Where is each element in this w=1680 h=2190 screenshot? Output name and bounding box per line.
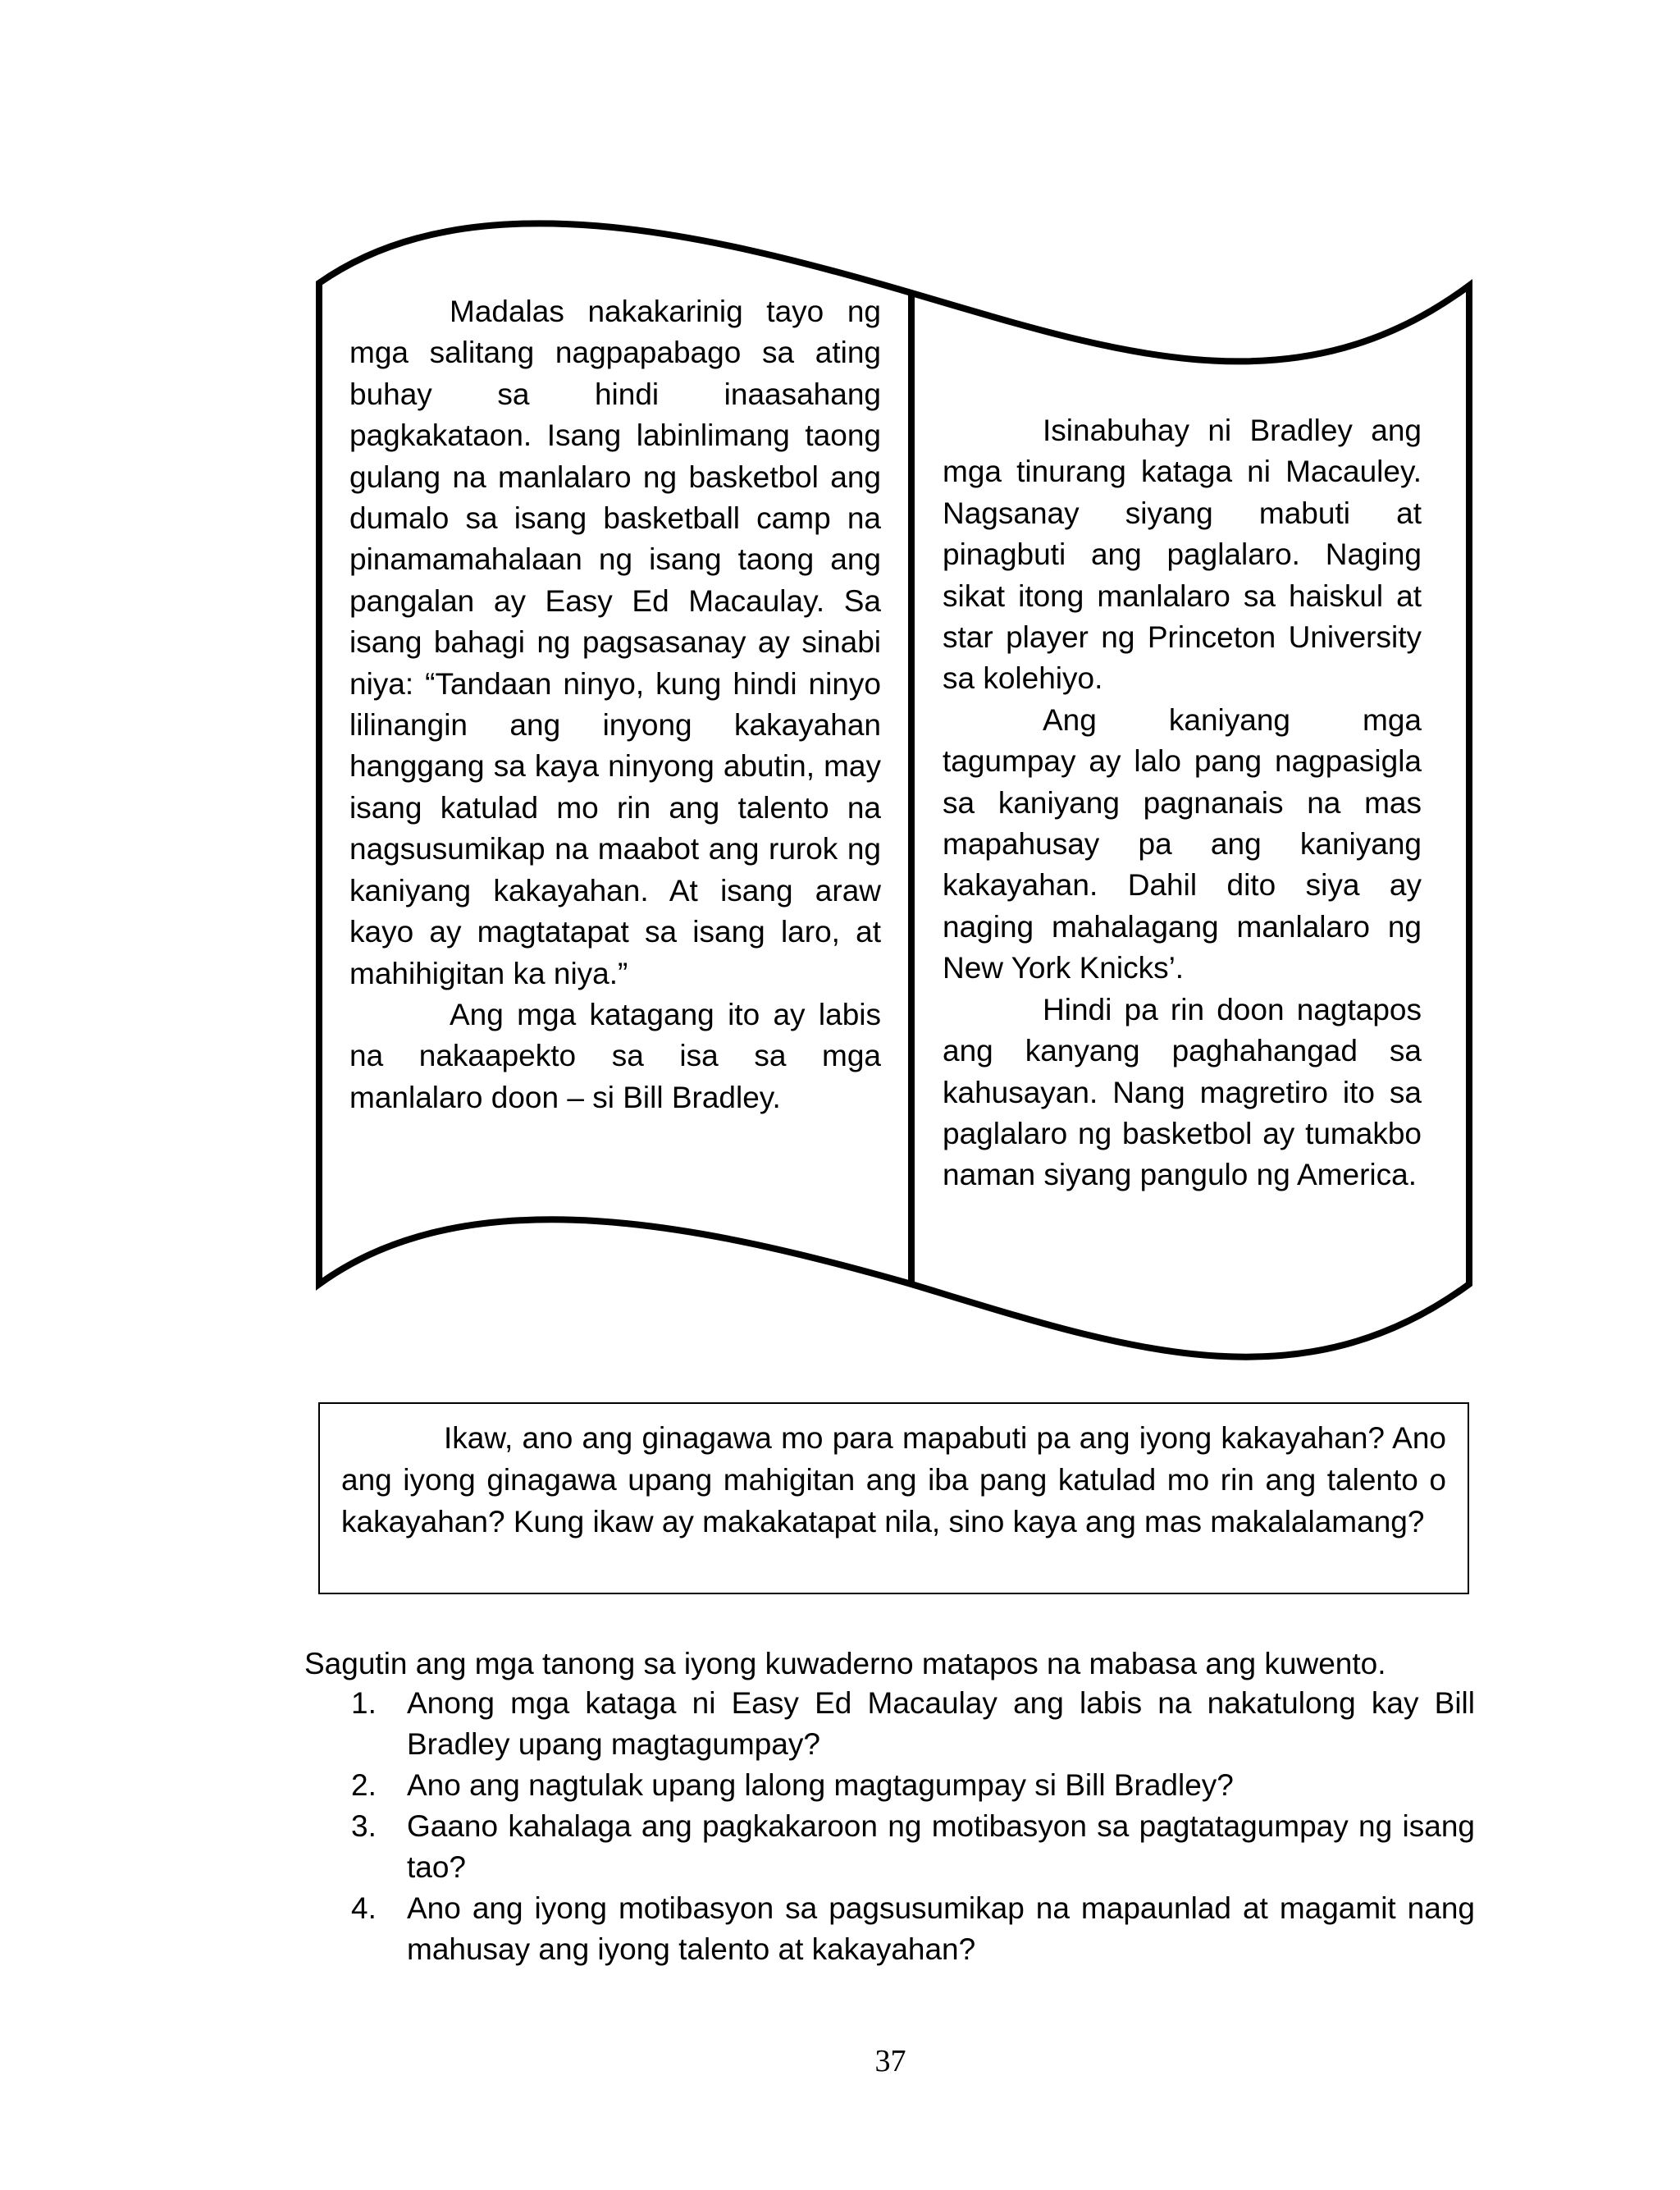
- question-text: Gaano kahalaga ang pagkakaroon ng motibasyon sa pagtatagumpay ng isang tao?: [407, 1809, 1475, 1884]
- question-number: 1.: [351, 1686, 377, 1720]
- questions-instruction: Sagutin ang mga tanong sa iyong kuwaderno matapos na mabasa ang kuwento.: [304, 1647, 1386, 1680]
- question-number: 4.: [351, 1891, 377, 1925]
- reflection-box: [318, 1402, 1469, 1594]
- story-paragraph: Isinabuhay ni Bradley ang mga tinurang kataga ni Macauley. Nagsanay siyang mabuti at pinagbuti ang paglalaro. Naging sikat itong manlalaro sa haiskul at star player ng Princeton University sa kolehiyo.: [943, 414, 1422, 696]
- question-item: [351, 1888, 1475, 1970]
- question-text: Ano ang nagtulak upang lalong magtagumpay si Bill Bradley?: [407, 1768, 1234, 1802]
- question-text: Ano ang iyong motibasyon sa pagsusumikap na mapaunlad at magamit nang mahusay ang iyong talento at kakayahan?: [407, 1891, 1475, 1966]
- story-paragraph: Ang mga katagang ito ay labis na nakaapekto sa isa sa mga manlalaro doon – si Bill Bradley.: [349, 997, 881, 1114]
- question-number: 2.: [351, 1768, 377, 1802]
- story-right-column: [943, 410, 1422, 1196]
- question-item: [351, 1806, 1475, 1888]
- page-number: 37: [874, 2044, 906, 2078]
- question-number: 3.: [351, 1809, 377, 1843]
- question-item: [351, 1683, 1475, 1765]
- question-list: [351, 1683, 1475, 1970]
- story-paragraph: Hindi pa rin doon nagtapos ang kanyang paghahangad sa kahusayan. Nang magretiro ito sa paglalaro ng basketbol ay tumakbo naman siyang pangulo ng America.: [943, 992, 1422, 1192]
- question-item: [351, 1765, 1475, 1806]
- story-paragraph: Madalas nakakarinig tayo ng mga salitang nagpapabago sa ating buhay sa hindi inaasahang pagkakataon. Isang labinlimang taong gulang na manlalaro ng basketbol ang dumalo sa isang basketball camp na pinamamahalaan ng isang taong ang pangalan ay Easy Ed Macaulay. Sa isang bahagi ng pagsasanay ay sinabi niya: “Tandaan ninyo, kung hindi ninyo lilinangin ang inyong kakayahan hanggang sa kaya ninyong abutin, may isang katulad mo rin ang talento na nagsusumikap na maabot ang rurok ng kaniyang kakayahan. At isang araw kayo ay magtatapat sa isang laro, at mahihigitan ka niya.”: [349, 295, 881, 990]
- question-text: Anong mga kataga ni Easy Ed Macaulay ang labis na nakatulong kay Bill Bradley upang magtagumpay?: [407, 1686, 1475, 1761]
- reflection-text: Ikaw, ano ang ginagawa mo para mapabuti pa ang iyong kakayahan? Ano ang iyong ginagawa upang mahigitan ang iba pang katulad mo rin ang talento o kakayahan? Kung ikaw ay makakatapat nila, sino kaya ang mas makalalamang?: [341, 1421, 1446, 1538]
- story-left-column: [349, 291, 881, 1118]
- story-paragraph: Ang kaniyang mga tagumpay ay lalo pang nagpasigla sa kaniyang pagnanais na mas mapahusay pa ang kaniyang kakayahan. Dahil dito siya ay naging mahalagang manlalaro ng New York Knicks’.: [943, 702, 1422, 985]
